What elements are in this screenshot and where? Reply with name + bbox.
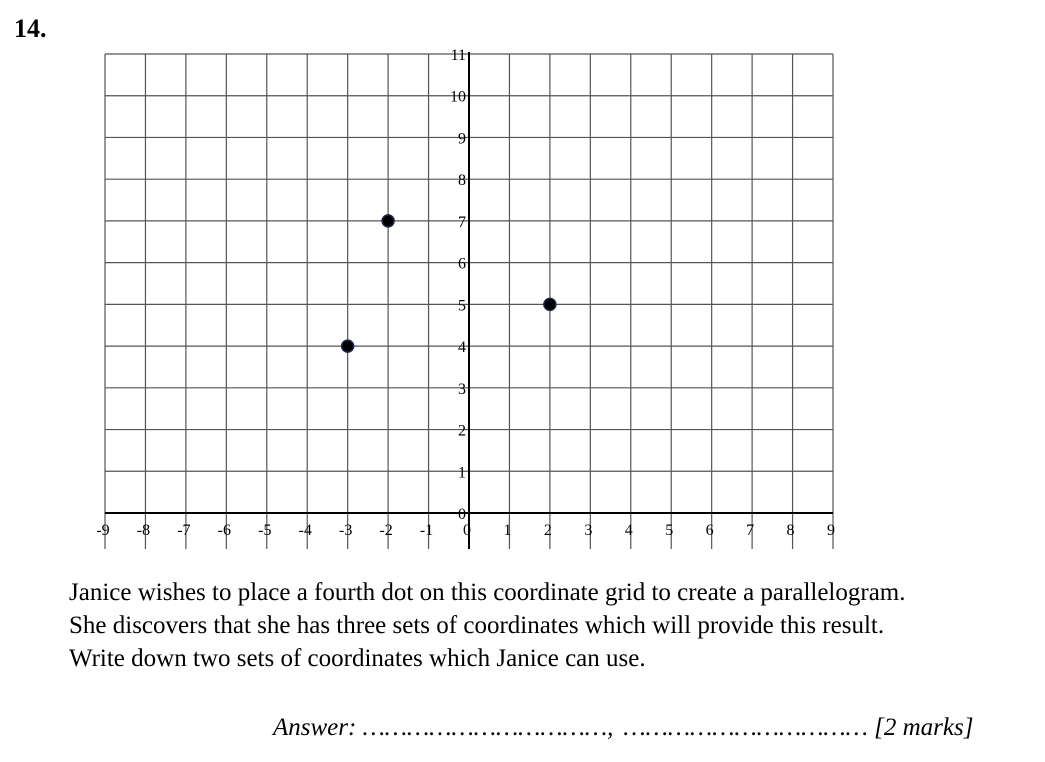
question-line-2: She discovers that she has three sets of coordinates which will provide this result. (69, 612, 885, 639)
y-tick-label: 11 (450, 47, 466, 64)
answer-blank-2[interactable]: …………………………… (623, 714, 868, 741)
y-tick-label: 2 (458, 422, 466, 440)
y-tick-label: 8 (458, 172, 466, 190)
y-tick-label: 7 (458, 213, 466, 231)
x-tick-label: 3 (584, 522, 593, 539)
y-tick-label: 0 (458, 506, 466, 523)
y-tick-label: 6 (458, 255, 466, 273)
x-tick-label: -8 (136, 522, 151, 539)
y-tick-label: 10 (450, 88, 466, 106)
y-tick-label: 9 (458, 130, 466, 148)
question-number: 14. (14, 14, 47, 43)
plotted-point (382, 215, 394, 227)
x-tick-label: -1 (419, 522, 434, 539)
x-tick-label: 9 (827, 522, 835, 539)
plotted-point (544, 298, 556, 310)
x-tick-label: -3 (339, 522, 353, 539)
x-tick-label: 5 (665, 522, 674, 539)
x-tick-label: -4 (298, 522, 312, 539)
x-tick-label: 6 (705, 522, 714, 539)
x-tick-label: 1 (503, 522, 512, 539)
answer-blank-1[interactable]: ……………………………, (362, 714, 614, 741)
x-tick-label: 7 (746, 522, 755, 539)
x-tick-label: 4 (624, 522, 633, 539)
x-tick-label: -5 (258, 522, 272, 539)
x-tick-label: -6 (217, 522, 231, 539)
answer-line (273, 714, 973, 742)
y-tick-label: 3 (458, 380, 466, 398)
marks-label: [2 marks] (874, 714, 974, 741)
y-tick-label: 1 (458, 464, 466, 482)
x-tick-label: 8 (786, 522, 795, 539)
y-tick-label: 4 (458, 339, 466, 357)
x-tick-label: 2 (543, 522, 552, 539)
x-tick-label: -2 (379, 522, 393, 539)
question-text (69, 576, 906, 675)
question-line-1: Janice wishes to place a fourth dot on this coordinate grid to create a parallelogram. (69, 579, 906, 606)
x-tick-label: -7 (177, 522, 191, 539)
x-tick-label: 0 (463, 522, 471, 539)
plotted-point (342, 340, 354, 352)
y-tick-label: 5 (458, 297, 466, 315)
question-line-3: Write down two sets of coordinates which Janice can use. (69, 645, 646, 672)
answer-label: Answer: (273, 714, 357, 741)
x-tick-label: -9 (96, 522, 110, 539)
